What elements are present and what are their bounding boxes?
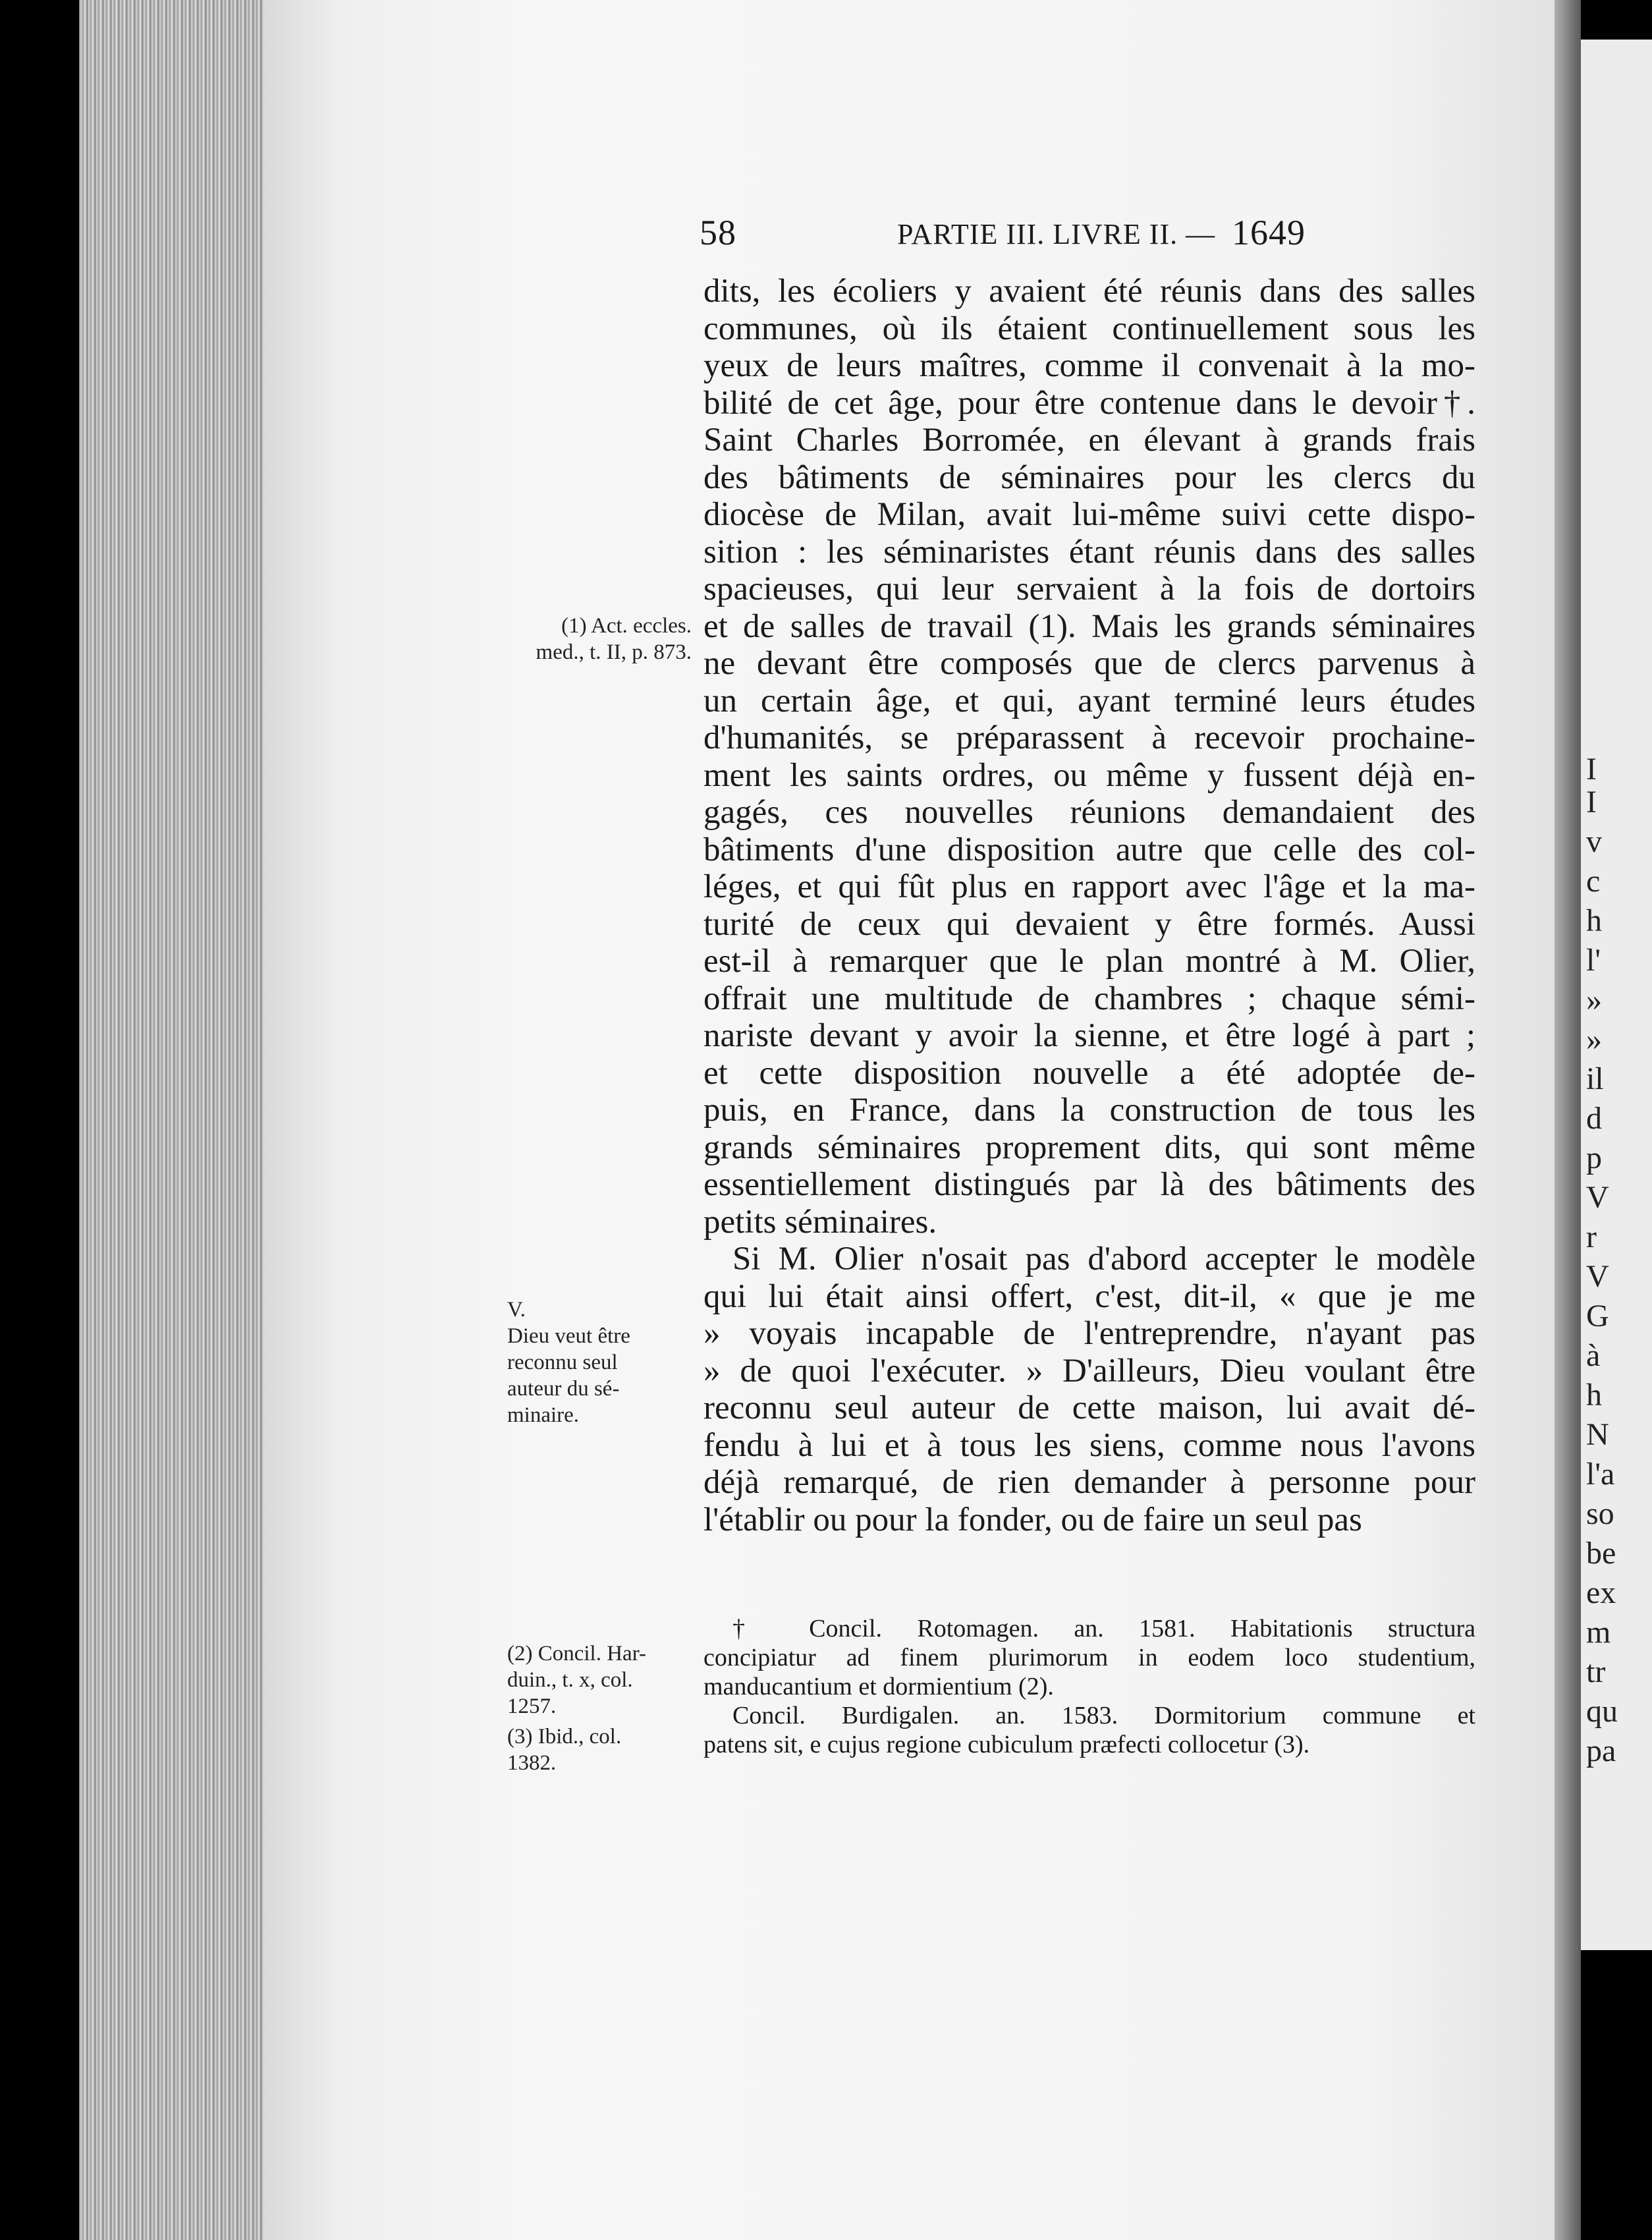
text-line: turité de ceux qui devaient y être formés. Aussi	[703, 905, 1475, 943]
footnote-line: concipiatur ad finem plurimorum in eodem loco studentium,	[703, 1644, 1475, 1671]
text-line: gagés, ces nouvelles réunions demandaient des	[703, 794, 1475, 831]
text-line: communes, où ils étaient continuellement sous les	[703, 310, 1475, 347]
sidenote-1-line-2: med., t. II, p. 873.	[536, 640, 692, 664]
section-sidenote	[507, 1297, 695, 1428]
text-line: bâtiments d'une disposition autre que celle des col-	[703, 831, 1475, 868]
section-number: V.	[507, 1298, 526, 1322]
footnote-line: manducantium et dormientium (2).	[703, 1673, 1054, 1700]
footnote-line: Concil. Burdigalen. an. 1583. Dormitorium commune et	[732, 1702, 1475, 1729]
text-line: déjà remarqué, de rien demander à personne pour	[703, 1464, 1475, 1501]
facing-page-letter: I	[1586, 752, 1597, 787]
text-line: fendu à lui et à tous les siens, comme nous l'avons	[703, 1426, 1475, 1464]
running-title: PARTIE III. LIVRE II. —	[897, 218, 1216, 250]
facing-page-letter: be	[1586, 1536, 1616, 1571]
facing-page-letter: qu	[1586, 1694, 1618, 1729]
facing-page-letter: r	[1586, 1219, 1597, 1254]
page-number: 58	[700, 213, 736, 252]
text-line: diocèse de Milan, avait lui-même suivi cette dispo-	[703, 496, 1475, 533]
facing-page-letter: m	[1586, 1615, 1611, 1650]
text-line: essentiellement distingués par là des bâtiments des	[703, 1166, 1475, 1203]
text-line: petits séminaires.	[703, 1203, 937, 1241]
text-line: et de salles de travail (1). Mais les grands séminaires	[703, 607, 1475, 645]
facing-page-letter: ex	[1586, 1575, 1616, 1610]
running-header	[700, 212, 1306, 258]
text-line: Saint Charles Borromée, en élevant à grands frais	[703, 422, 1475, 459]
section-heading-line: Dieu veut être	[507, 1324, 630, 1348]
facing-page-letter: p	[1586, 1140, 1602, 1175]
sidenote-3-line: 1382.	[507, 1751, 557, 1775]
sidenote-2-line: 1257.	[507, 1694, 557, 1718]
facing-page-letter: c	[1586, 864, 1601, 899]
text-line: ne devant être composés que de clercs parvenus à	[703, 645, 1475, 682]
sidenote-2-3	[507, 1640, 695, 1776]
text-line: ment les saints ordres, ou même y fussent déjà en-	[703, 756, 1475, 794]
text-line: reconnu seul auteur de cette maison, lui avait dé-	[703, 1389, 1475, 1426]
sidenote-2-line: duin., t. x, col.	[507, 1668, 633, 1692]
section-heading-line: minaire.	[507, 1403, 580, 1427]
facing-page-letter: so	[1586, 1496, 1614, 1531]
text-line: yeux de leurs maîtres, comme il convenait à la mo-	[703, 347, 1475, 384]
facing-page-letter: V	[1586, 1180, 1609, 1215]
facing-page-letter: h	[1586, 903, 1602, 938]
main-text	[703, 273, 1475, 1538]
scan-border	[0, 0, 79, 2240]
text-line: bilité de cet âge, pour être contenue dans le devoir†.	[703, 384, 1475, 422]
text-line: l'établir ou pour la fonder, ou de faire un seul pas	[703, 1501, 1362, 1538]
facing-page-letter: »	[1586, 982, 1602, 1017]
text-line: nariste devant y avoir la sienne, et être logé à part ;	[703, 1017, 1475, 1054]
facing-page-letter: N	[1586, 1417, 1609, 1452]
text-line: » voyais incapable de l'entreprendre, n'ayant pas	[703, 1315, 1475, 1352]
text-line: dits, les écoliers y avaient été réunis dans des salles	[703, 273, 1475, 310]
facing-page-letter: V	[1586, 1259, 1609, 1294]
text-line: grands séminaires proprement dits, qui sont même	[703, 1129, 1475, 1166]
section-heading-line: reconnu seul	[507, 1351, 618, 1374]
text-line: léges, et qui fût plus en rapport avec l'âge et la ma-	[703, 868, 1475, 905]
facing-page-letter: tr	[1586, 1654, 1606, 1689]
text-line: » de quoi l'exécuter. » D'ailleurs, Dieu voulant être	[703, 1352, 1475, 1389]
text-line: un certain âge, et qui, ayant terminé leurs études	[703, 682, 1475, 719]
facing-page-letter: pa	[1586, 1733, 1616, 1768]
text-line: spacieuses, qui leur servaient à la fois de dortoirs	[703, 571, 1475, 607]
footnote-line: patens sit, e cujus regione cubiculum præfecti collocetur (3).	[703, 1731, 1310, 1758]
book-page-edges	[79, 0, 270, 2240]
sidenote-1-line-1: (1) Act. eccles.	[561, 614, 692, 638]
facing-page-letter: d	[1586, 1101, 1602, 1136]
text-line: Si M. Olier n'osait pas d'abord accepter le modèle	[732, 1241, 1475, 1277]
facing-page-fragment	[1581, 40, 1652, 1950]
text-line: des bâtiments de séminaires pour les clercs du	[703, 459, 1475, 496]
facing-page-letter: G	[1586, 1299, 1609, 1333]
facing-page-letter: »	[1586, 1022, 1602, 1057]
footnotes	[703, 1614, 1475, 1759]
footnote-line: † Concil. Rotomagen. an. 1581. Habitationis structura	[732, 1615, 1475, 1642]
section-heading-line: auteur du sé-	[507, 1377, 620, 1401]
gutter-shadow	[1555, 0, 1581, 2240]
sidenote-3-line: (3) Ibid., col.	[507, 1725, 622, 1749]
text-line: offrait une multitude de chambres ; chaque sémi-	[703, 980, 1475, 1017]
facing-page-letter: à	[1586, 1338, 1601, 1373]
text-line: est-il à remarquer que le plan montré à M. Olier,	[703, 943, 1475, 980]
text-line: sition : les séminaristes étant réunis dans des salles	[703, 533, 1475, 571]
header-year: 1649	[1232, 213, 1306, 252]
facing-page-letter: v	[1586, 824, 1602, 859]
text-line: qui lui était ainsi offert, c'est, dit-il, « que je me	[703, 1277, 1475, 1315]
facing-page-letter: h	[1586, 1378, 1602, 1413]
facing-page-letter: I	[1586, 785, 1597, 820]
sidenote-2-line: (2) Concil. Har-	[507, 1642, 647, 1666]
text-line: et cette disposition nouvelle a été adoptée de-	[703, 1054, 1475, 1092]
text-line: puis, en France, dans la construction de tous les	[703, 1092, 1475, 1129]
facing-page-letter: il	[1586, 1061, 1604, 1096]
facing-page-letter: l'	[1586, 943, 1601, 978]
text-line: d'humanités, se préparassent à recevoir prochaine-	[703, 719, 1475, 756]
facing-page-letter: l'a	[1586, 1457, 1615, 1492]
sidenote-1	[501, 613, 692, 665]
